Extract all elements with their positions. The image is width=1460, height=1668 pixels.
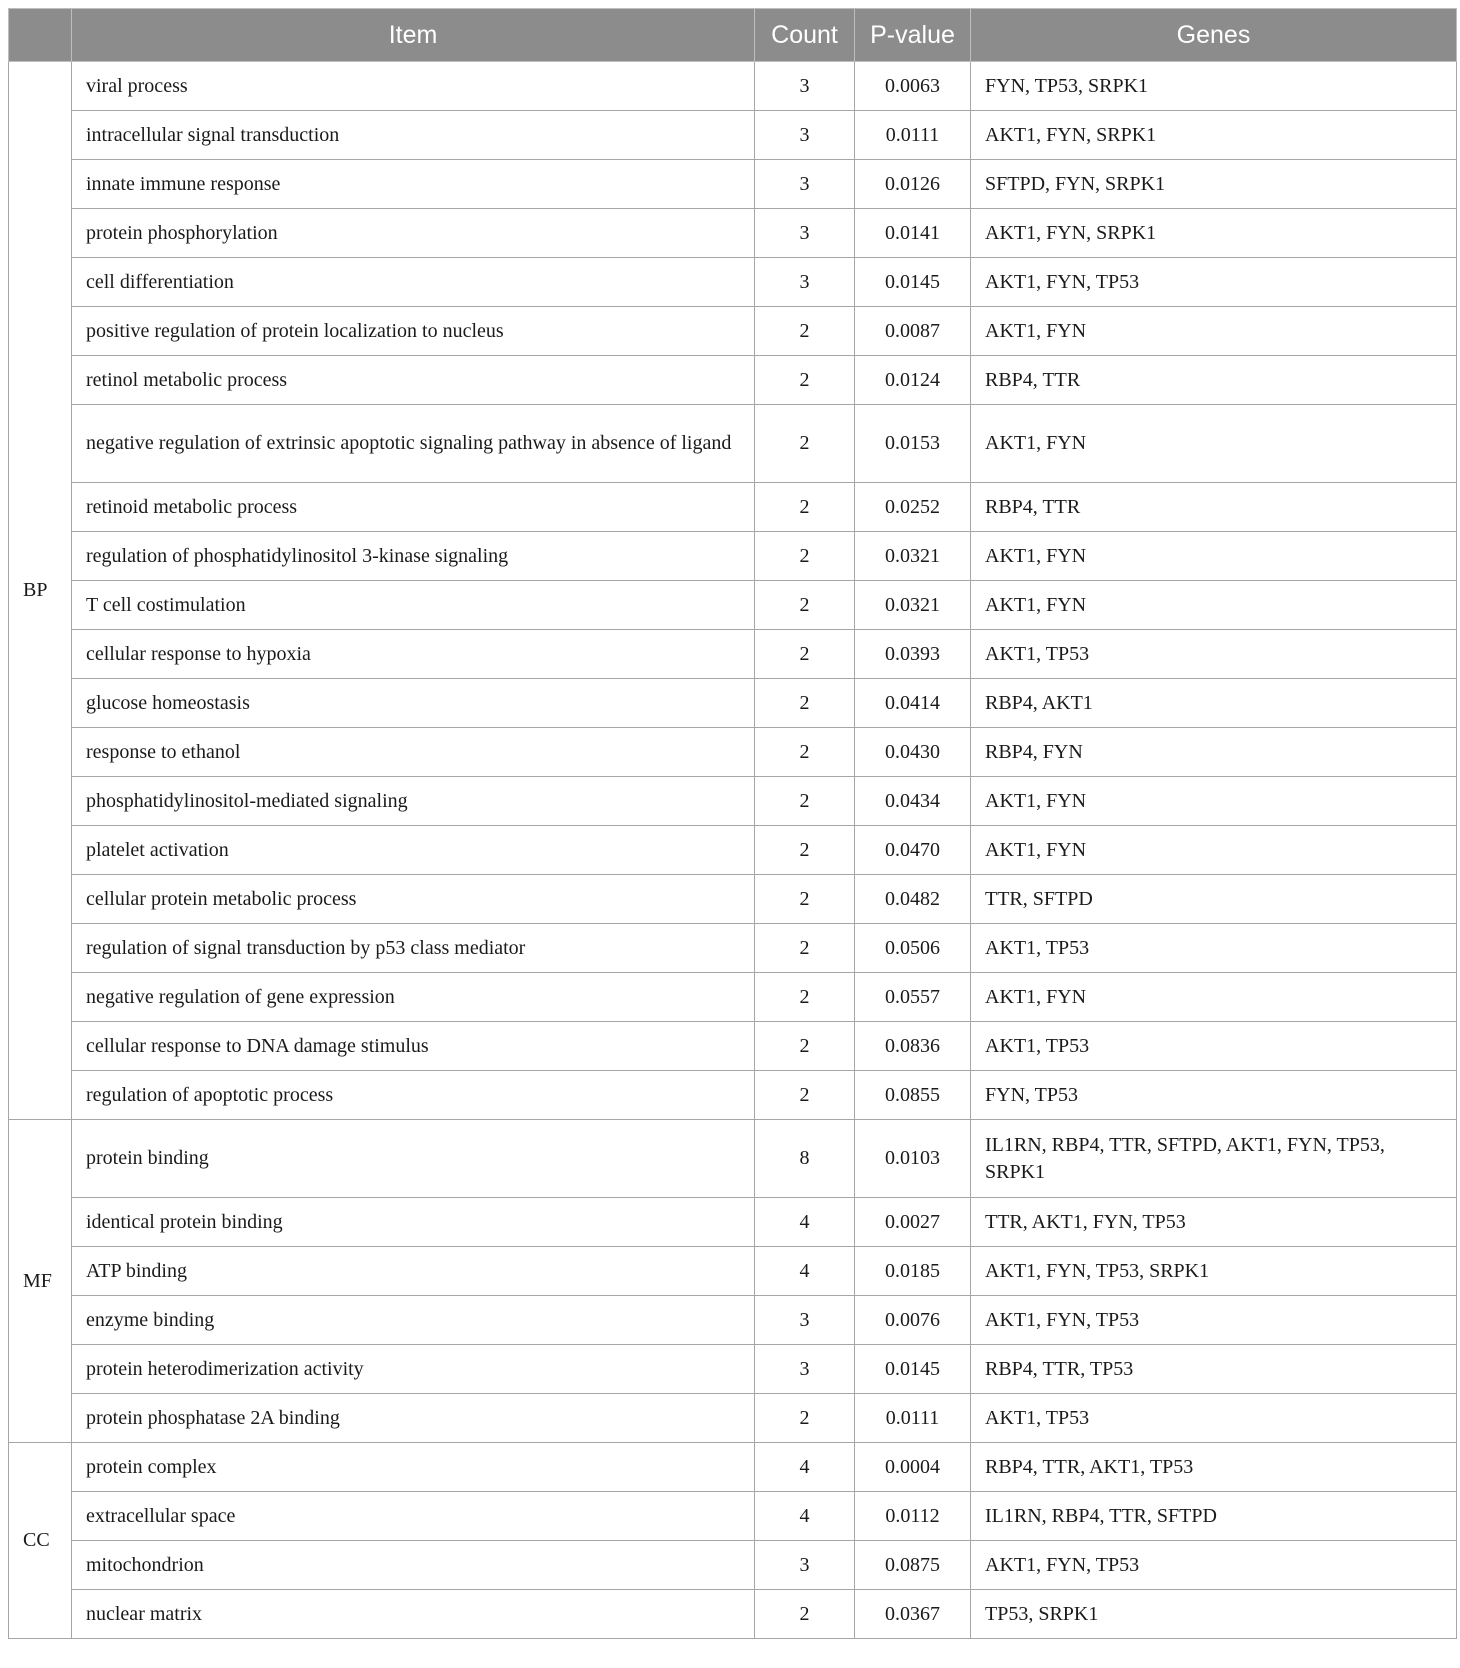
table-row [9,1590,1457,1639]
genes-cell: RBP4, TTR, AKT1, TP53 [971,1443,1457,1492]
item-cell: negative regulation of gene expression [72,973,755,1022]
table-row [9,728,1457,777]
genes-cell: RBP4, TTR [971,356,1457,405]
table-row [9,924,1457,973]
p-value-cell: 0.0185 [855,1247,971,1296]
item-cell: protein phosphatase 2A binding [72,1394,755,1443]
table-header [9,9,1457,62]
count-cell: 2 [755,356,855,405]
table-row [9,1394,1457,1443]
header-genes: Genes [971,9,1457,62]
table-row [9,777,1457,826]
header-p-value: P-value [855,9,971,62]
count-cell: 3 [755,111,855,160]
p-value-cell: 0.0004 [855,1443,971,1492]
item-cell: extracellular space [72,1492,755,1541]
header-item: Item [72,9,755,62]
count-cell: 3 [755,258,855,307]
p-value-cell: 0.0153 [855,405,971,483]
count-cell: 2 [755,679,855,728]
item-cell: platelet activation [72,826,755,875]
table-row [9,1071,1457,1120]
category-cell: MF [9,1120,72,1443]
genes-cell: FYN, TP53 [971,1071,1457,1120]
table-row [9,630,1457,679]
count-cell: 3 [755,1541,855,1590]
table-row [9,1120,1457,1198]
p-value-cell: 0.0836 [855,1022,971,1071]
genes-cell: TP53, SRPK1 [971,1590,1457,1639]
genes-cell: IL1RN, RBP4, TTR, SFTPD, AKT1, FYN, TP53, SRPK1 [971,1120,1457,1198]
item-cell: retinoid metabolic process [72,483,755,532]
count-cell: 2 [755,875,855,924]
genes-cell: AKT1, TP53 [971,1022,1457,1071]
count-cell: 2 [755,405,855,483]
p-value-cell: 0.0430 [855,728,971,777]
item-cell: enzyme binding [72,1296,755,1345]
genes-cell: AKT1, TP53 [971,924,1457,973]
category-cell: CC [9,1443,72,1639]
genes-cell: RBP4, TTR [971,483,1457,532]
count-cell: 2 [755,826,855,875]
go-enrichment-table-container [8,8,1456,1639]
p-value-cell: 0.0482 [855,875,971,924]
p-value-cell: 0.0124 [855,356,971,405]
item-cell: cellular response to hypoxia [72,630,755,679]
count-cell: 2 [755,532,855,581]
table-row [9,1541,1457,1590]
header-category [9,9,72,62]
item-cell: negative regulation of extrinsic apoptotic signaling pathway in absence of ligand [72,405,755,483]
p-value-cell: 0.0321 [855,581,971,630]
count-cell: 2 [755,1394,855,1443]
table-row [9,973,1457,1022]
p-value-cell: 0.0506 [855,924,971,973]
item-cell: cell differentiation [72,258,755,307]
item-cell: retinol metabolic process [72,356,755,405]
item-cell: protein binding [72,1120,755,1198]
item-cell: protein heterodimerization activity [72,1345,755,1394]
genes-cell: RBP4, FYN [971,728,1457,777]
table-row [9,1247,1457,1296]
table-row [9,1345,1457,1394]
p-value-cell: 0.0063 [855,62,971,111]
item-cell: regulation of phosphatidylinositol 3-kinase signaling [72,532,755,581]
table-row [9,62,1457,111]
table-body [9,62,1457,1639]
table-row [9,679,1457,728]
genes-cell: AKT1, FYN [971,307,1457,356]
go-enrichment-table [8,8,1457,1639]
table-row [9,1296,1457,1345]
genes-cell: AKT1, FYN [971,826,1457,875]
count-cell: 2 [755,630,855,679]
item-cell: ATP binding [72,1247,755,1296]
table-row [9,1443,1457,1492]
table-row [9,1198,1457,1247]
p-value-cell: 0.0111 [855,111,971,160]
item-cell: cellular response to DNA damage stimulus [72,1022,755,1071]
genes-cell: FYN, TP53, SRPK1 [971,62,1457,111]
count-cell: 2 [755,1071,855,1120]
p-value-cell: 0.0111 [855,1394,971,1443]
count-cell: 4 [755,1492,855,1541]
p-value-cell: 0.0470 [855,826,971,875]
item-cell: cellular protein metabolic process [72,875,755,924]
genes-cell: AKT1, FYN, TP53, SRPK1 [971,1247,1457,1296]
p-value-cell: 0.0076 [855,1296,971,1345]
count-cell: 3 [755,209,855,258]
table-row [9,532,1457,581]
item-cell: regulation of apoptotic process [72,1071,755,1120]
table-row [9,111,1457,160]
table-row [9,581,1457,630]
genes-cell: IL1RN, RBP4, TTR, SFTPD [971,1492,1457,1541]
count-cell: 3 [755,1345,855,1394]
item-cell: protein phosphorylation [72,209,755,258]
count-cell: 4 [755,1443,855,1492]
genes-cell: AKT1, FYN [971,973,1457,1022]
item-cell: intracellular signal transduction [72,111,755,160]
count-cell: 4 [755,1247,855,1296]
item-cell: nuclear matrix [72,1590,755,1639]
table-row [9,209,1457,258]
count-cell: 2 [755,581,855,630]
genes-cell: SFTPD, FYN, SRPK1 [971,160,1457,209]
p-value-cell: 0.0126 [855,160,971,209]
count-cell: 2 [755,483,855,532]
genes-cell: AKT1, FYN [971,532,1457,581]
count-cell: 2 [755,973,855,1022]
table-row [9,356,1457,405]
p-value-cell: 0.0367 [855,1590,971,1639]
count-cell: 3 [755,1296,855,1345]
table-row [9,307,1457,356]
item-cell: viral process [72,62,755,111]
category-cell: BP [9,62,72,1120]
p-value-cell: 0.0855 [855,1071,971,1120]
table-row [9,160,1457,209]
table-row [9,1022,1457,1071]
genes-cell: TTR, AKT1, FYN, TP53 [971,1198,1457,1247]
count-cell: 2 [755,307,855,356]
item-cell: phosphatidylinositol-mediated signaling [72,777,755,826]
p-value-cell: 0.0434 [855,777,971,826]
count-cell: 3 [755,160,855,209]
p-value-cell: 0.0393 [855,630,971,679]
item-cell: identical protein binding [72,1198,755,1247]
item-cell: T cell costimulation [72,581,755,630]
table-row [9,258,1457,307]
p-value-cell: 0.0321 [855,532,971,581]
p-value-cell: 0.0252 [855,483,971,532]
item-cell: regulation of signal transduction by p53 class mediator [72,924,755,973]
genes-cell: AKT1, TP53 [971,1394,1457,1443]
genes-cell: AKT1, FYN, TP53 [971,1296,1457,1345]
genes-cell: TTR, SFTPD [971,875,1457,924]
count-cell: 2 [755,728,855,777]
p-value-cell: 0.0103 [855,1120,971,1198]
count-cell: 2 [755,777,855,826]
item-cell: positive regulation of protein localization to nucleus [72,307,755,356]
p-value-cell: 0.0141 [855,209,971,258]
genes-cell: AKT1, FYN, SRPK1 [971,111,1457,160]
p-value-cell: 0.0557 [855,973,971,1022]
p-value-cell: 0.0112 [855,1492,971,1541]
genes-cell: AKT1, FYN [971,777,1457,826]
p-value-cell: 0.0145 [855,1345,971,1394]
item-cell: protein complex [72,1443,755,1492]
item-cell: response to ethanol [72,728,755,777]
table-row [9,875,1457,924]
genes-cell: AKT1, FYN, TP53 [971,258,1457,307]
p-value-cell: 0.0145 [855,258,971,307]
p-value-cell: 0.0414 [855,679,971,728]
item-cell: mitochondrion [72,1541,755,1590]
genes-cell: AKT1, FYN [971,581,1457,630]
table-row [9,483,1457,532]
table-row [9,826,1457,875]
count-cell: 2 [755,924,855,973]
p-value-cell: 0.0027 [855,1198,971,1247]
count-cell: 4 [755,1198,855,1247]
table-row [9,1492,1457,1541]
count-cell: 2 [755,1022,855,1071]
count-cell: 3 [755,62,855,111]
p-value-cell: 0.0875 [855,1541,971,1590]
genes-cell: AKT1, FYN [971,405,1457,483]
table-row [9,405,1457,483]
header-row [9,9,1457,62]
genes-cell: RBP4, TTR, TP53 [971,1345,1457,1394]
count-cell: 8 [755,1120,855,1198]
genes-cell: AKT1, FYN, SRPK1 [971,209,1457,258]
header-count: Count [755,9,855,62]
count-cell: 2 [755,1590,855,1639]
genes-cell: AKT1, FYN, TP53 [971,1541,1457,1590]
item-cell: glucose homeostasis [72,679,755,728]
p-value-cell: 0.0087 [855,307,971,356]
genes-cell: AKT1, TP53 [971,630,1457,679]
item-cell: innate immune response [72,160,755,209]
genes-cell: RBP4, AKT1 [971,679,1457,728]
